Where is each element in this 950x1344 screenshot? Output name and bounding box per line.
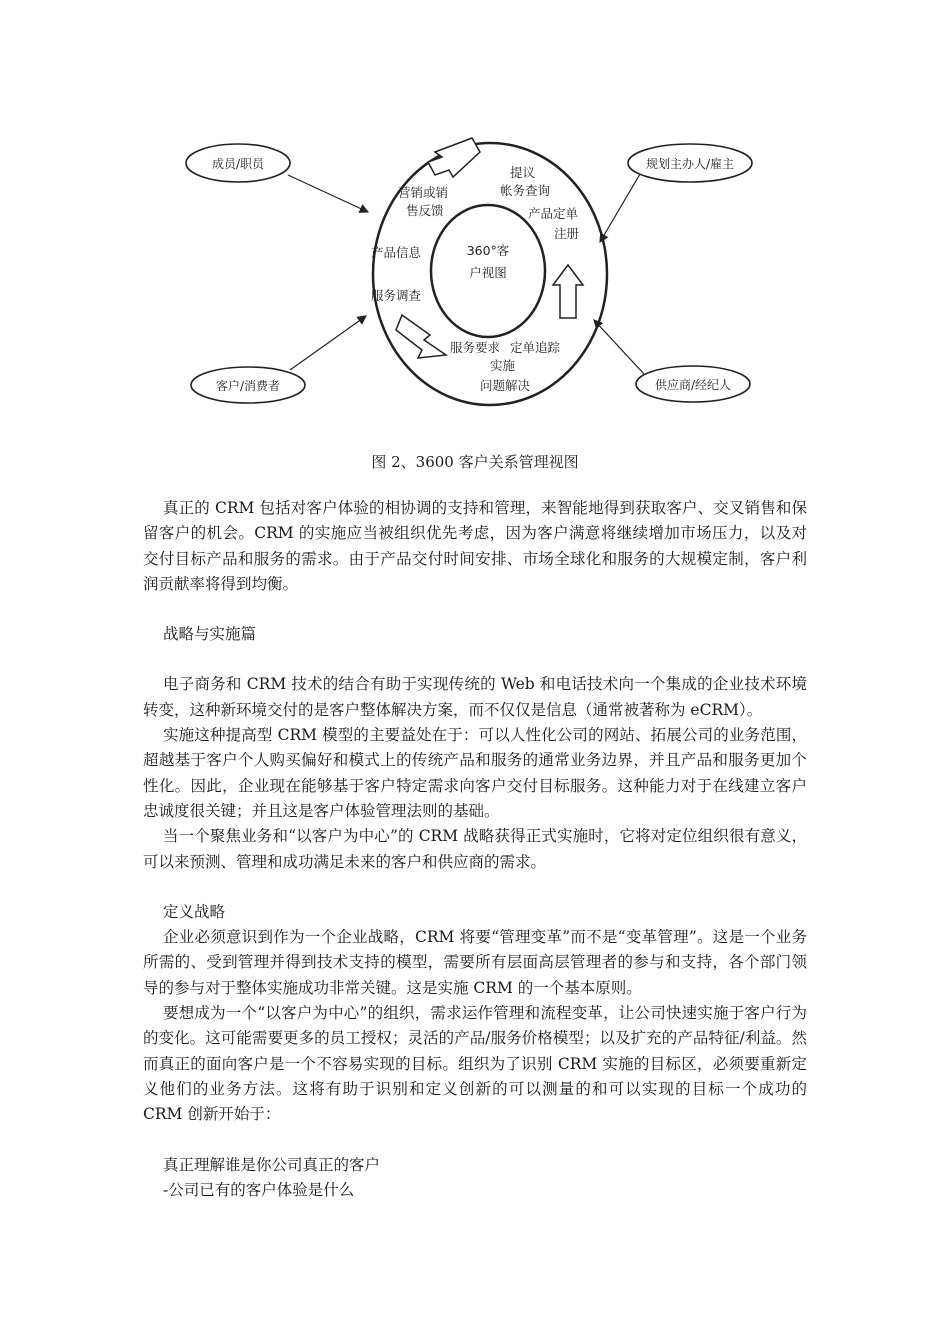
label-account-query: 帐务查询 [500,183,551,198]
label-order-tracking: 定单追踪 [510,340,561,355]
block-arrow-bottom-left [396,315,446,358]
paragraph-1: 真正的 CRM 包括对客户体验的相协调的支持和管理，来智能地得到获取客户、交叉销售和保留客户的机会。CRM 的实施应当被组织优先考虑，因为客户满意将继续增加市场压力，以及对交付目标产品和服务的需求。由于产品交付时间安排、市场全球化和服务的大规模定制，客户利润贡献率将得到均衡。 [143,499,807,593]
paragraph-4: 当一个聚焦业务和“以客户为中心”的 CRM 战略获得正式实施时，它将对定位组织很有意义，可以来预测、管理和成功满足未来的客户和供应商的需求。 [143,827,807,871]
paragraph-5: 企业必须意识到作为一个企业战略，CRM 将要“管理变革”而不是“变革管理”。这是一个业务所需的、受到管理并得到技术支持的模型，需要所有层面高层管理者的参与和支持，各个部门领导的参与对于整体实施成功非常关键。这是实施 CRM 的一个基本原则。 [143,928,807,997]
paragraph-6: 要想成为一个“以客户为中心”的组织，需求运作管理和流程变革，让公司快速实施于客户行为的变化。这可能需要更多的员工授权；灵活的产品/服务价格模型；以及扩充的产品特征/利益。然而真正的面向客户是一个不容易实现的目标。组织为了识别 CRM 实施的目标区，必须要重新定义他们的业务方法。这将有助于识别和定义创新的可以测量的和可以实现的目标一个成功的 CRM 创新开始于： [143,1004,807,1124]
diagram-svg [170,130,790,430]
label-problem-solving: 问题解决 [480,378,531,393]
arrow-top-left [288,175,368,212]
figure-caption: 图 2、3600 客户关系管理视图 [371,453,579,471]
label-marketing-2: 售反馈 [406,203,444,218]
label-register: 注册 [554,226,580,241]
label-implement: 实施 [490,358,516,373]
list-item-customer-experience: -公司已有的客户体验是什么 [163,1180,355,1199]
box-top-right-label: 规划主办人/雇主 [645,157,735,171]
crm-360-diagram [170,130,790,430]
label-product-info: 产品信息 [371,245,422,260]
paragraph-2: 电子商务和 CRM 技术的结合有助于实现传统的 Web 和电话技术向一个集成的企业技术环境转变，这种新环境交付的是客户整体解决方案，而不仅仅是信息（通常被著称为 eCRM）。 [143,675,807,719]
label-service-survey: 服务调查 [371,288,422,303]
body-text [143,496,807,1203]
paragraph-3: 实施这种提高型 CRM 模型的主要益处在于：可以人性化公司的网站、拓展公司的业务范围，超越基于客户个人购买偏好和模式上的传统产品和服务的通常业务边界，并且产品和服务更加个性化。因此，企业现在能够基于客户特定需求向客户交付目标服务。这种能力对于在线建立客户忠诚度很关键；并且这是客户体验管理法则的基础。 [143,726,807,820]
label-proposal: 提议 [510,165,536,180]
heading-understand-customer: 真正理解谁是你公司真正的客户 [163,1155,381,1174]
box-bottom-right-label: 供应商/经纪人 [654,378,732,392]
heading-define-strategy: 定义战略 [163,902,226,921]
block-arrow-right [553,265,583,318]
label-product-order: 产品定单 [528,206,579,221]
center-label-2: 户视图 [469,265,507,280]
heading-strategy-implementation: 战略与实施篇 [163,625,257,644]
arrow-bottom-left [290,316,366,370]
center-label-1: 360°客 [466,243,510,258]
box-bottom-left-label: 客户/消费者 [215,379,281,393]
label-service-request: 服务要求 [450,340,501,355]
label-marketing-1: 营销或销 [398,185,449,200]
arrow-top-right [600,174,640,242]
arrow-bottom-right [594,320,644,374]
box-top-left-label: 成员/职员 [211,157,265,171]
